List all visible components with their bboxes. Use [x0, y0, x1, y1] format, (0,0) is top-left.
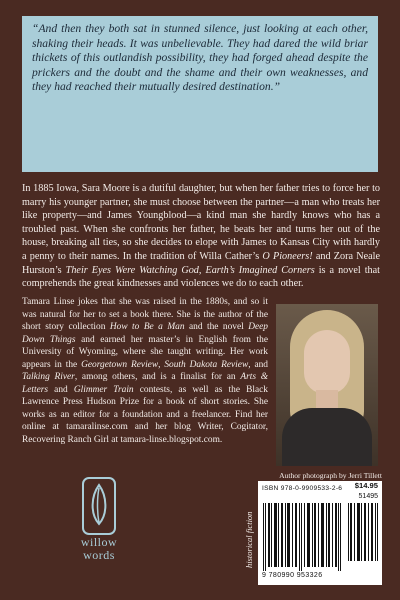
price-text: $14.95 — [354, 481, 378, 490]
author-photo-shirt — [282, 408, 372, 466]
addon-barcode — [348, 503, 378, 561]
synopsis-text-3: , — [198, 264, 206, 276]
bio-text-2: and the novel — [184, 322, 249, 332]
book-title-their-eyes: Their Eyes Were Watching God — [65, 264, 199, 276]
bio-text-6: , among others, and is a finalist for an — [74, 372, 241, 382]
bio-contest-glimmer-train: Glimmer Train — [73, 384, 134, 395]
bio-contest-arts-letters: Arts & Letters — [22, 372, 268, 395]
synopsis-text-4: is a novel that comprehends the great kindnesses and violences we do to each other. — [22, 264, 381, 290]
bio-text-7: and — [48, 384, 74, 395]
addon-code-text: 51495 — [358, 493, 378, 500]
author-photo — [276, 304, 378, 466]
bio-text-3: and earned her master’s in English from the University of Wyoming, where she taught writing. Her work appears in the — [22, 334, 268, 370]
author-photo-neck — [316, 390, 338, 410]
publisher-name-line2: words — [83, 548, 115, 562]
bio-text-8: contests, as well as the Black Lawrence Press Hudson Prize for a book of short stories. She works as an editor for a foundation and a freelancer. Find her online at tamaralinse.com and her blog Writer, Cogitator, Recovering Ranch Girl at tamara-linse.blogspot.com. — [22, 384, 268, 445]
ean-digits: 9 780990 953326 — [262, 572, 323, 579]
bio-book-deep-down-things: Deep Down Things — [22, 322, 268, 345]
synopsis — [22, 182, 380, 291]
quote-text: “And then they both sat in stunned silence, just looking at each other, shaking their heads. It was unbelievable. They had dared the wild briar thickets of this outlandish possibility, they had forged ahead despite the prickers and the doubt and the shame and their own weaknesses, and they had reached their mutually desired destination.” — [32, 22, 368, 94]
author-bio — [22, 296, 268, 446]
bio-journal-georgetown: Georgetown Review — [81, 359, 159, 370]
ean-barcode — [262, 503, 342, 571]
synopsis-text-2: and Zora Neale Hurston’s — [22, 250, 380, 276]
publisher-name-line1: willow — [80, 535, 118, 549]
genre-label: historical fiction — [244, 511, 254, 568]
barcode-box — [258, 481, 382, 585]
back-cover-quote-box — [22, 16, 378, 172]
bio-text-5: , and — [248, 359, 268, 370]
book-title-o-pioneers: O Pioneers! — [262, 250, 313, 262]
bio-journal-south-dakota: South Dakota Review — [164, 359, 249, 370]
bio-book-how-to-be-a-man: How to Be a Man — [109, 322, 185, 332]
publisher-logo — [72, 476, 126, 586]
book-title-earths-imagined-corners: Earth’s Imagined Corners — [205, 264, 315, 276]
bio-text-4: , — [158, 359, 165, 370]
bio-text-1: Tamara Linse jokes that she was raised in the 1880s, and so it was natural for her to set a book there. She is the author of the short story collection — [22, 297, 268, 332]
willow-leaf-icon — [80, 476, 118, 536]
bio-journal-talking-river: Talking River — [22, 372, 75, 382]
isbn-text: ISBN 978-0-9909533-2-6 — [262, 485, 343, 492]
author-photo-face — [304, 330, 350, 394]
photo-credit: Author photograph by Jerri Tillett — [279, 471, 382, 480]
synopsis-text-1: In 1885 Iowa, Sara Moore is a dutiful daughter, but when her father tries to force her to marry his younger partner, she must choose between the partner—a man who treats her like property—and James Youngblood—a kind man she hardly knows who has a troubled past. When she confronts her father, he beats her and turns her out of the house, breaking all ties, so she decides to elope with James to Kansas City with hardly a penny to their names. In the tradition of Willa Cather’s — [22, 183, 380, 262]
